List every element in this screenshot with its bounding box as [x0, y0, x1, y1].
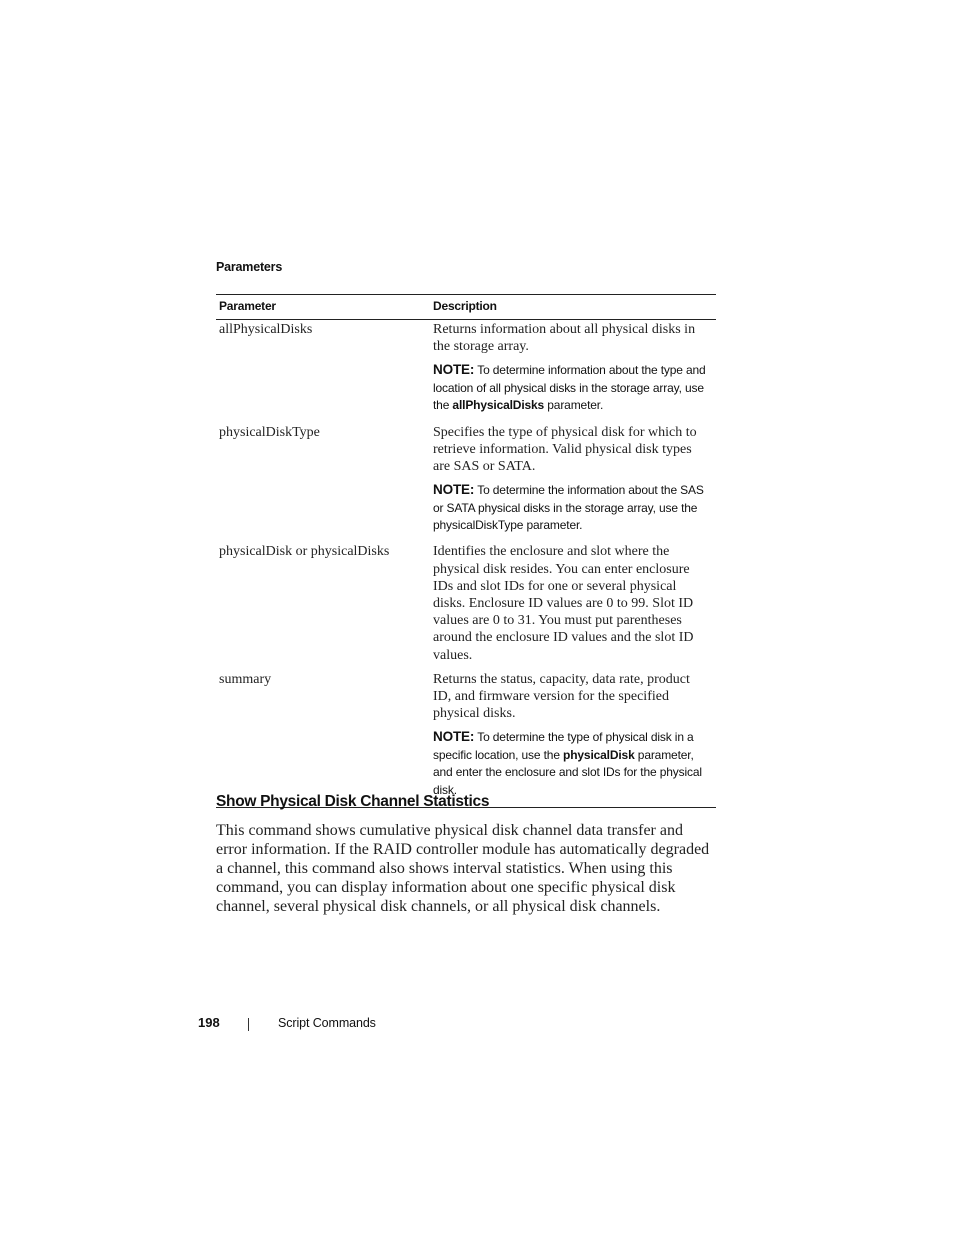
note-text: To determine the type of physical disk in a specific location, use the — [433, 730, 694, 762]
section-heading: Show Physical Disk Channel Statistics — [216, 793, 490, 810]
parameter-description: Specifies the type of physical disk for which to retrieve information. Valid physical disk types are SAS or SATA. — [433, 424, 697, 475]
note-text: To determine the information about the SAS or SATA physical disks in the storage array, use the physicalDiskType parameter. — [433, 483, 704, 533]
parameter-description-cell — [422, 542, 716, 669]
parameters-table — [216, 294, 716, 808]
table-row — [216, 542, 716, 669]
parameters-label: Parameters — [216, 260, 283, 274]
table-row — [216, 320, 716, 423]
parameter-description-cell — [422, 320, 716, 423]
header-parameter: Parameter — [216, 295, 422, 320]
parameter-name: allPhysicalDisks — [219, 322, 313, 337]
page-number: 198 — [198, 1015, 220, 1030]
table-row — [216, 670, 716, 808]
note — [433, 361, 710, 414]
note — [433, 481, 710, 534]
note-text-after: parameter, and enter the enclosure and slot IDs for the physical disk. — [433, 747, 702, 797]
note-text-after: parameter. — [544, 398, 604, 413]
table-header-row — [216, 295, 716, 320]
note-label: NOTE: — [433, 362, 475, 378]
parameter-description: Returns information about all physical disks in the storage array. — [433, 322, 696, 355]
parameter-name: summary — [219, 671, 272, 687]
parameter-description-cell — [422, 423, 716, 543]
parameter-name: physicalDisk or physicalDisks — [219, 544, 390, 560]
note-text: To determine information about the type and location of all physical disks in the storage array, use the — [433, 363, 706, 413]
page-footer — [198, 1015, 598, 1035]
table-row — [216, 423, 716, 543]
footer-title: Script Commands — [278, 1016, 376, 1030]
note-bold-term: physicalDisk — [563, 747, 635, 762]
note — [433, 728, 710, 799]
header-description: Description — [422, 295, 716, 320]
note-label: NOTE: — [433, 482, 475, 498]
section-body: This command shows cumulative physical disk channel data transfer and error information. If the RAID controller module has automatically degraded a channel, this command also shows interval statistics. When using this command, you can display information about one specific physical disk channel, several physical disk channels, or all physical disk channels. — [216, 822, 710, 915]
parameter-description: Returns the status, capacity, data rate, product ID, and firmware version for the specified physical disks. — [433, 671, 690, 722]
footer-divider — [248, 1018, 249, 1031]
parameter-description-cell — [422, 670, 716, 808]
note-label: NOTE: — [433, 729, 475, 745]
parameter-description: Identifies the enclosure and slot where the physical disk resides. You can enter enclosure IDs and slot IDs for one or several physical disks. Enclosure ID values are 0 to 99. Slot ID values are 0 to 31. You must put parentheses around the enclosure ID values and the slot ID values. — [433, 544, 694, 663]
note-bold-term: allPhysicalDisks — [452, 398, 545, 413]
parameter-name: physicalDiskType — [219, 424, 320, 440]
